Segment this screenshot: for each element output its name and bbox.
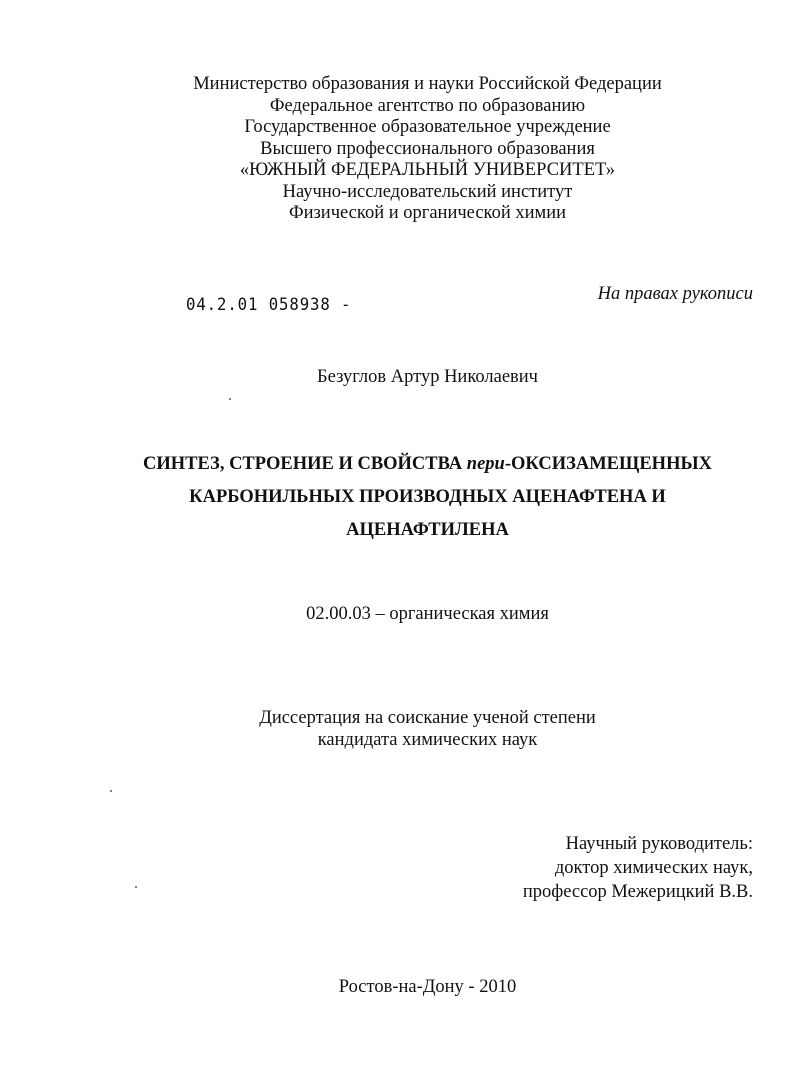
dissertation-title — [0, 448, 793, 547]
degree-line-2: кандидата химических наук — [317, 729, 538, 750]
title-line-1-start: СИНТЕЗ, СТРОЕНИЕ И СВОЙСТВА — [143, 454, 467, 474]
header-department: Физической и органической химии — [288, 203, 567, 223]
title-line-1-end: -ОКСИЗАМЕЩЕННЫХ — [504, 454, 712, 474]
title-line-1 — [0, 448, 793, 481]
scan-speck — [135, 886, 137, 888]
institution-header — [0, 74, 793, 225]
degree-statement — [0, 708, 793, 751]
manuscript-rights-note: На правах рукописи — [597, 284, 753, 304]
scan-speck — [229, 398, 231, 400]
scientific-advisor — [523, 832, 753, 904]
advisor-label: Научный руководитель: — [565, 834, 753, 854]
scan-speck — [110, 790, 112, 792]
header-institution-type: Государственное образовательное учреждение — [244, 117, 611, 137]
advisor-degree: доктор химических наук, — [554, 858, 753, 878]
city-and-year: Ростов-на-Дону - 2010 — [338, 977, 517, 997]
title-line-2: КАРБОНИЛЬНЫХ ПРОИЗВОДНЫХ АЦЕНАФТЕНА И — [189, 487, 666, 507]
header-agency: Федеральное агентство по образованию — [269, 95, 586, 116]
author-name: Безуглов Артур Николаевич — [317, 367, 538, 387]
archive-stamp-code: 04.2.01 058938 - — [186, 295, 352, 315]
specialty-code: 02.00.03 – органическая химия — [306, 604, 549, 624]
header-research-institute: Научно-исследовательский институт — [282, 181, 573, 202]
degree-line-1: Диссертация на соискание ученой степени — [259, 708, 596, 728]
header-ministry: Министерство образования и науки Российской Федерации — [193, 74, 662, 94]
title-peri-prefix: пери — [466, 454, 505, 474]
title-line-3: АЦЕНАФТИЛЕНА — [346, 520, 509, 540]
header-education-level: Высшего профессионального образования — [260, 138, 595, 159]
advisor-name: профессор Межерицкий В.В. — [522, 882, 753, 902]
header-university: «ЮЖНЫЙ ФЕДЕРАЛЬНЫЙ УНИВЕРСИТЕТ» — [239, 160, 616, 180]
